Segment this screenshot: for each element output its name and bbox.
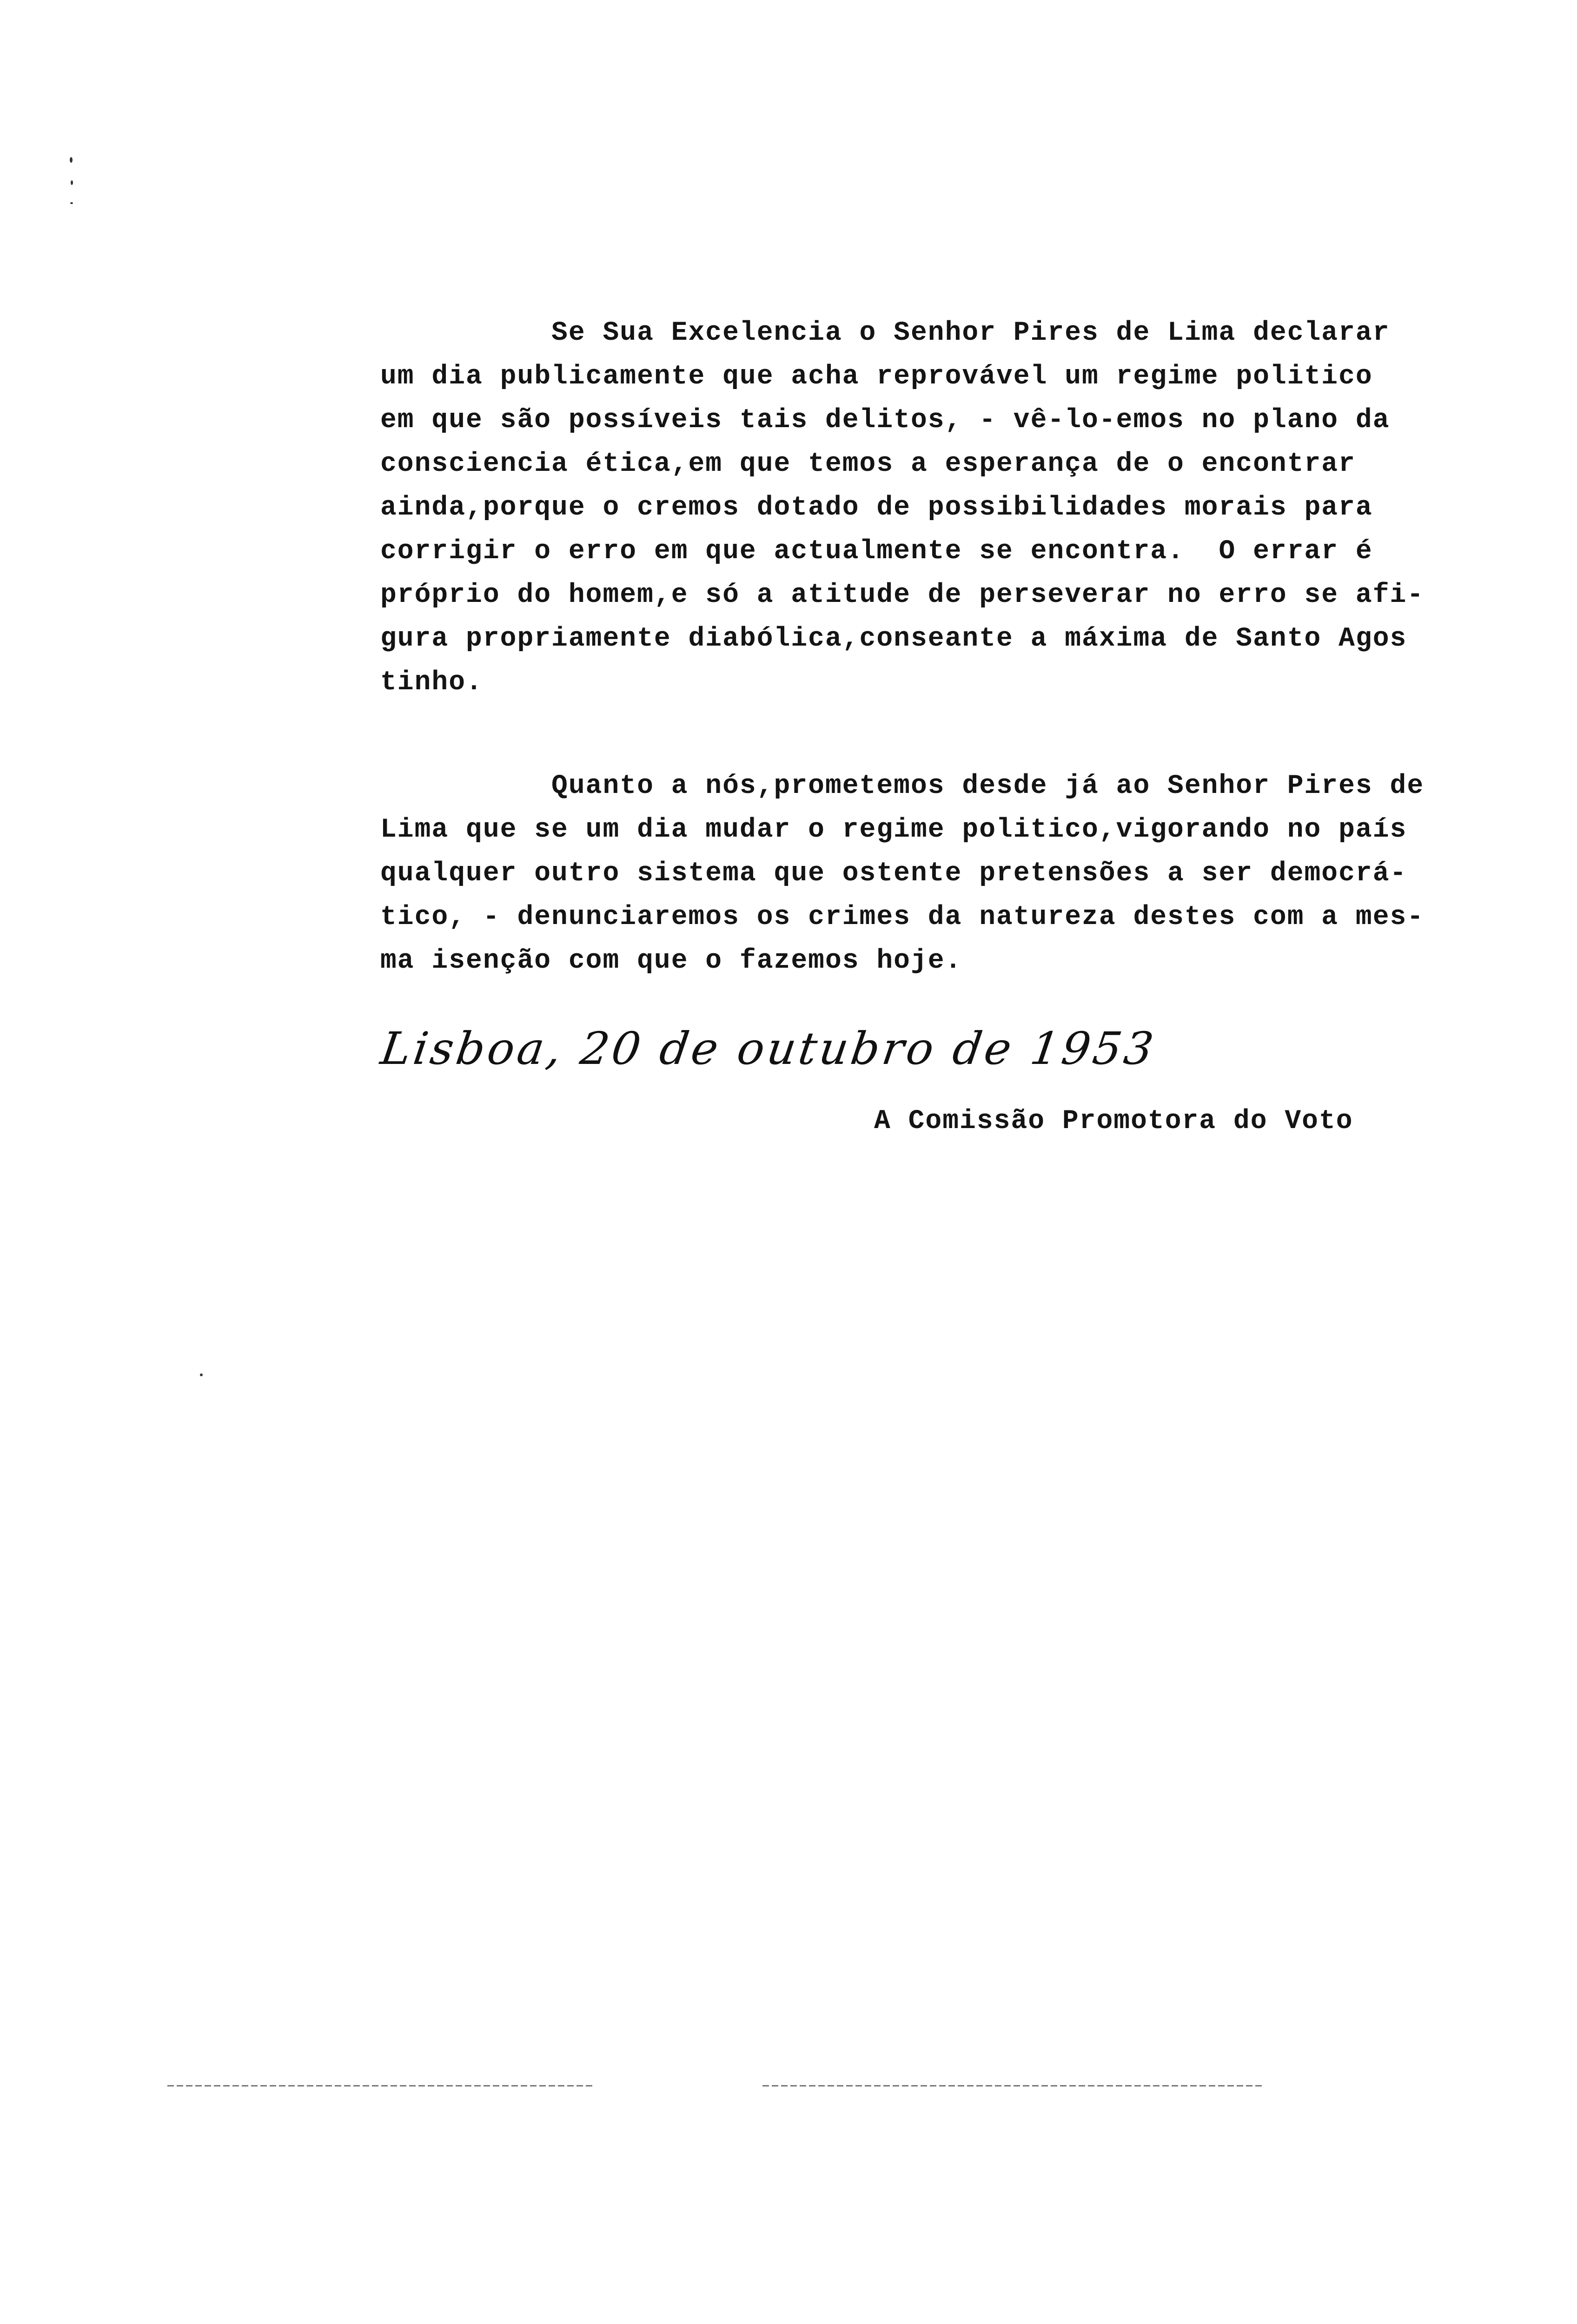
paragraph-2 xyxy=(380,765,1543,983)
text-line: tico, - denunciaremos os crimes da natureza destes com a mes- xyxy=(380,902,1425,932)
text-line: Lima que se um dia mudar o regime politico,vigorando no país xyxy=(380,815,1407,845)
handwritten-date: Lisboa, 20 de outubro de 1953 xyxy=(378,1023,1160,1075)
text-line: gura propriamente diabólica,conseante a máxima de Santo Agos xyxy=(380,624,1407,654)
text-line: em que são possíveis tais delitos, - vê-lo-emos no plano da xyxy=(380,405,1390,436)
text-line: corrigir o erro em que actualmente se encontra. O errar é xyxy=(380,536,1373,567)
margin-mark xyxy=(200,1373,203,1376)
margin-mark xyxy=(70,202,73,204)
text-line: consciencia ética,em que temos a esperança de o encontrar xyxy=(380,449,1356,479)
signature: A Comissão Promotora do Voto xyxy=(874,1106,1353,1136)
margin-mark xyxy=(71,180,73,185)
text-line: Quanto a nós,prometemos desde já ao Senhor Pires de xyxy=(380,771,1425,801)
text-line: ma isenção com que o fazemos hoje. xyxy=(380,946,962,976)
text-line: próprio do homem,e só a atitude de perseverar no erro se afi- xyxy=(380,580,1425,610)
text-line: qualquer outro sistema que ostente pretensões a ser democrá- xyxy=(380,858,1407,889)
text-line: Se Sua Excelencia o Senhor Pires de Lima declarar xyxy=(380,318,1390,348)
scan-rule-left xyxy=(167,2085,595,2086)
paragraph-1 xyxy=(380,311,1543,705)
text-line: um dia publicamente que acha reprovável um regime politico xyxy=(380,362,1373,392)
text-line: tinho. xyxy=(380,667,483,698)
margin-mark xyxy=(70,157,73,163)
scan-rule-right xyxy=(762,2085,1265,2086)
text-line: ainda,porque o cremos dotado de possibilidades morais para xyxy=(380,493,1373,523)
